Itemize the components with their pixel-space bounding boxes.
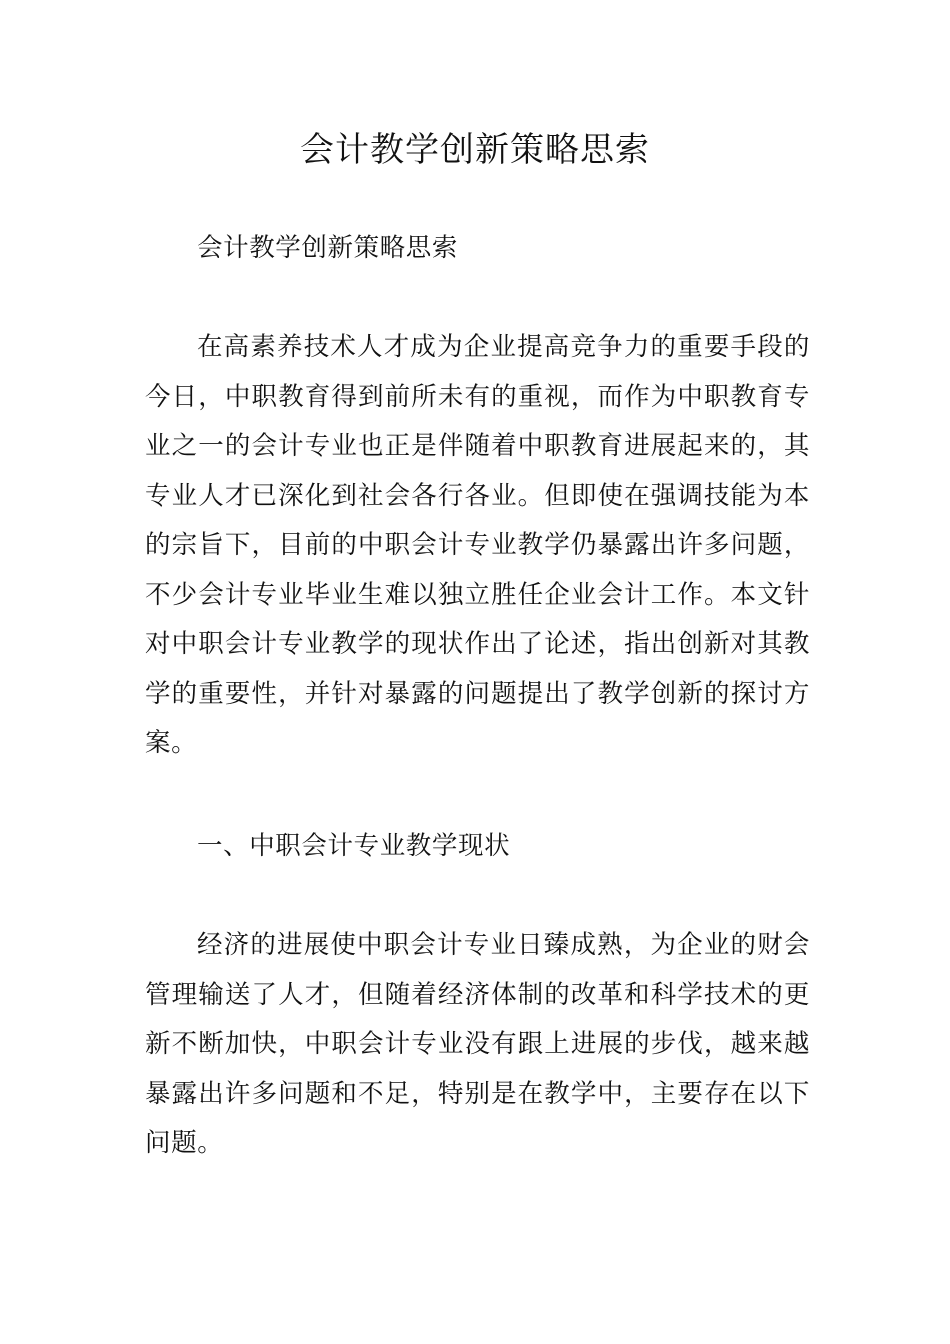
document-subtitle: 会计教学创新策略思索 bbox=[197, 233, 459, 263]
document-title: 会计教学创新策略思索 bbox=[300, 130, 650, 170]
intro-paragraph: 在高素养技术人才成为企业提高竞争力的重要手段的今日，中职教育得到前所未有的重视，而作为中职教育专业之一的会计专业也正是伴随着中职教育进展起来的，其专业人才已深化到社会各行各业。但即使在强调技能为本的宗旨下，目前的中职会计专业教学仍暴露出许多问题，不少会计专业毕业生难以独立胜任企业会计工作。本文针对中职会计专业教学的现状作出了论述，指出创新对其教学的重要性，并针对暴露的问题提出了教学创新的探讨方案。 bbox=[145, 332, 810, 758]
section-paragraph: 经济的进展使中职会计专业日臻成熟，为企业的财会管理输送了人才，但随着经济体制的改革和科学技术的更新不断加快，中职会计专业没有跟上进展的步伐，越来越暴露出许多问题和不足，特别是在教学中，主要存在以下问题。 bbox=[145, 930, 810, 1158]
section-heading: 一、中职会计专业教学现状 bbox=[197, 831, 511, 861]
